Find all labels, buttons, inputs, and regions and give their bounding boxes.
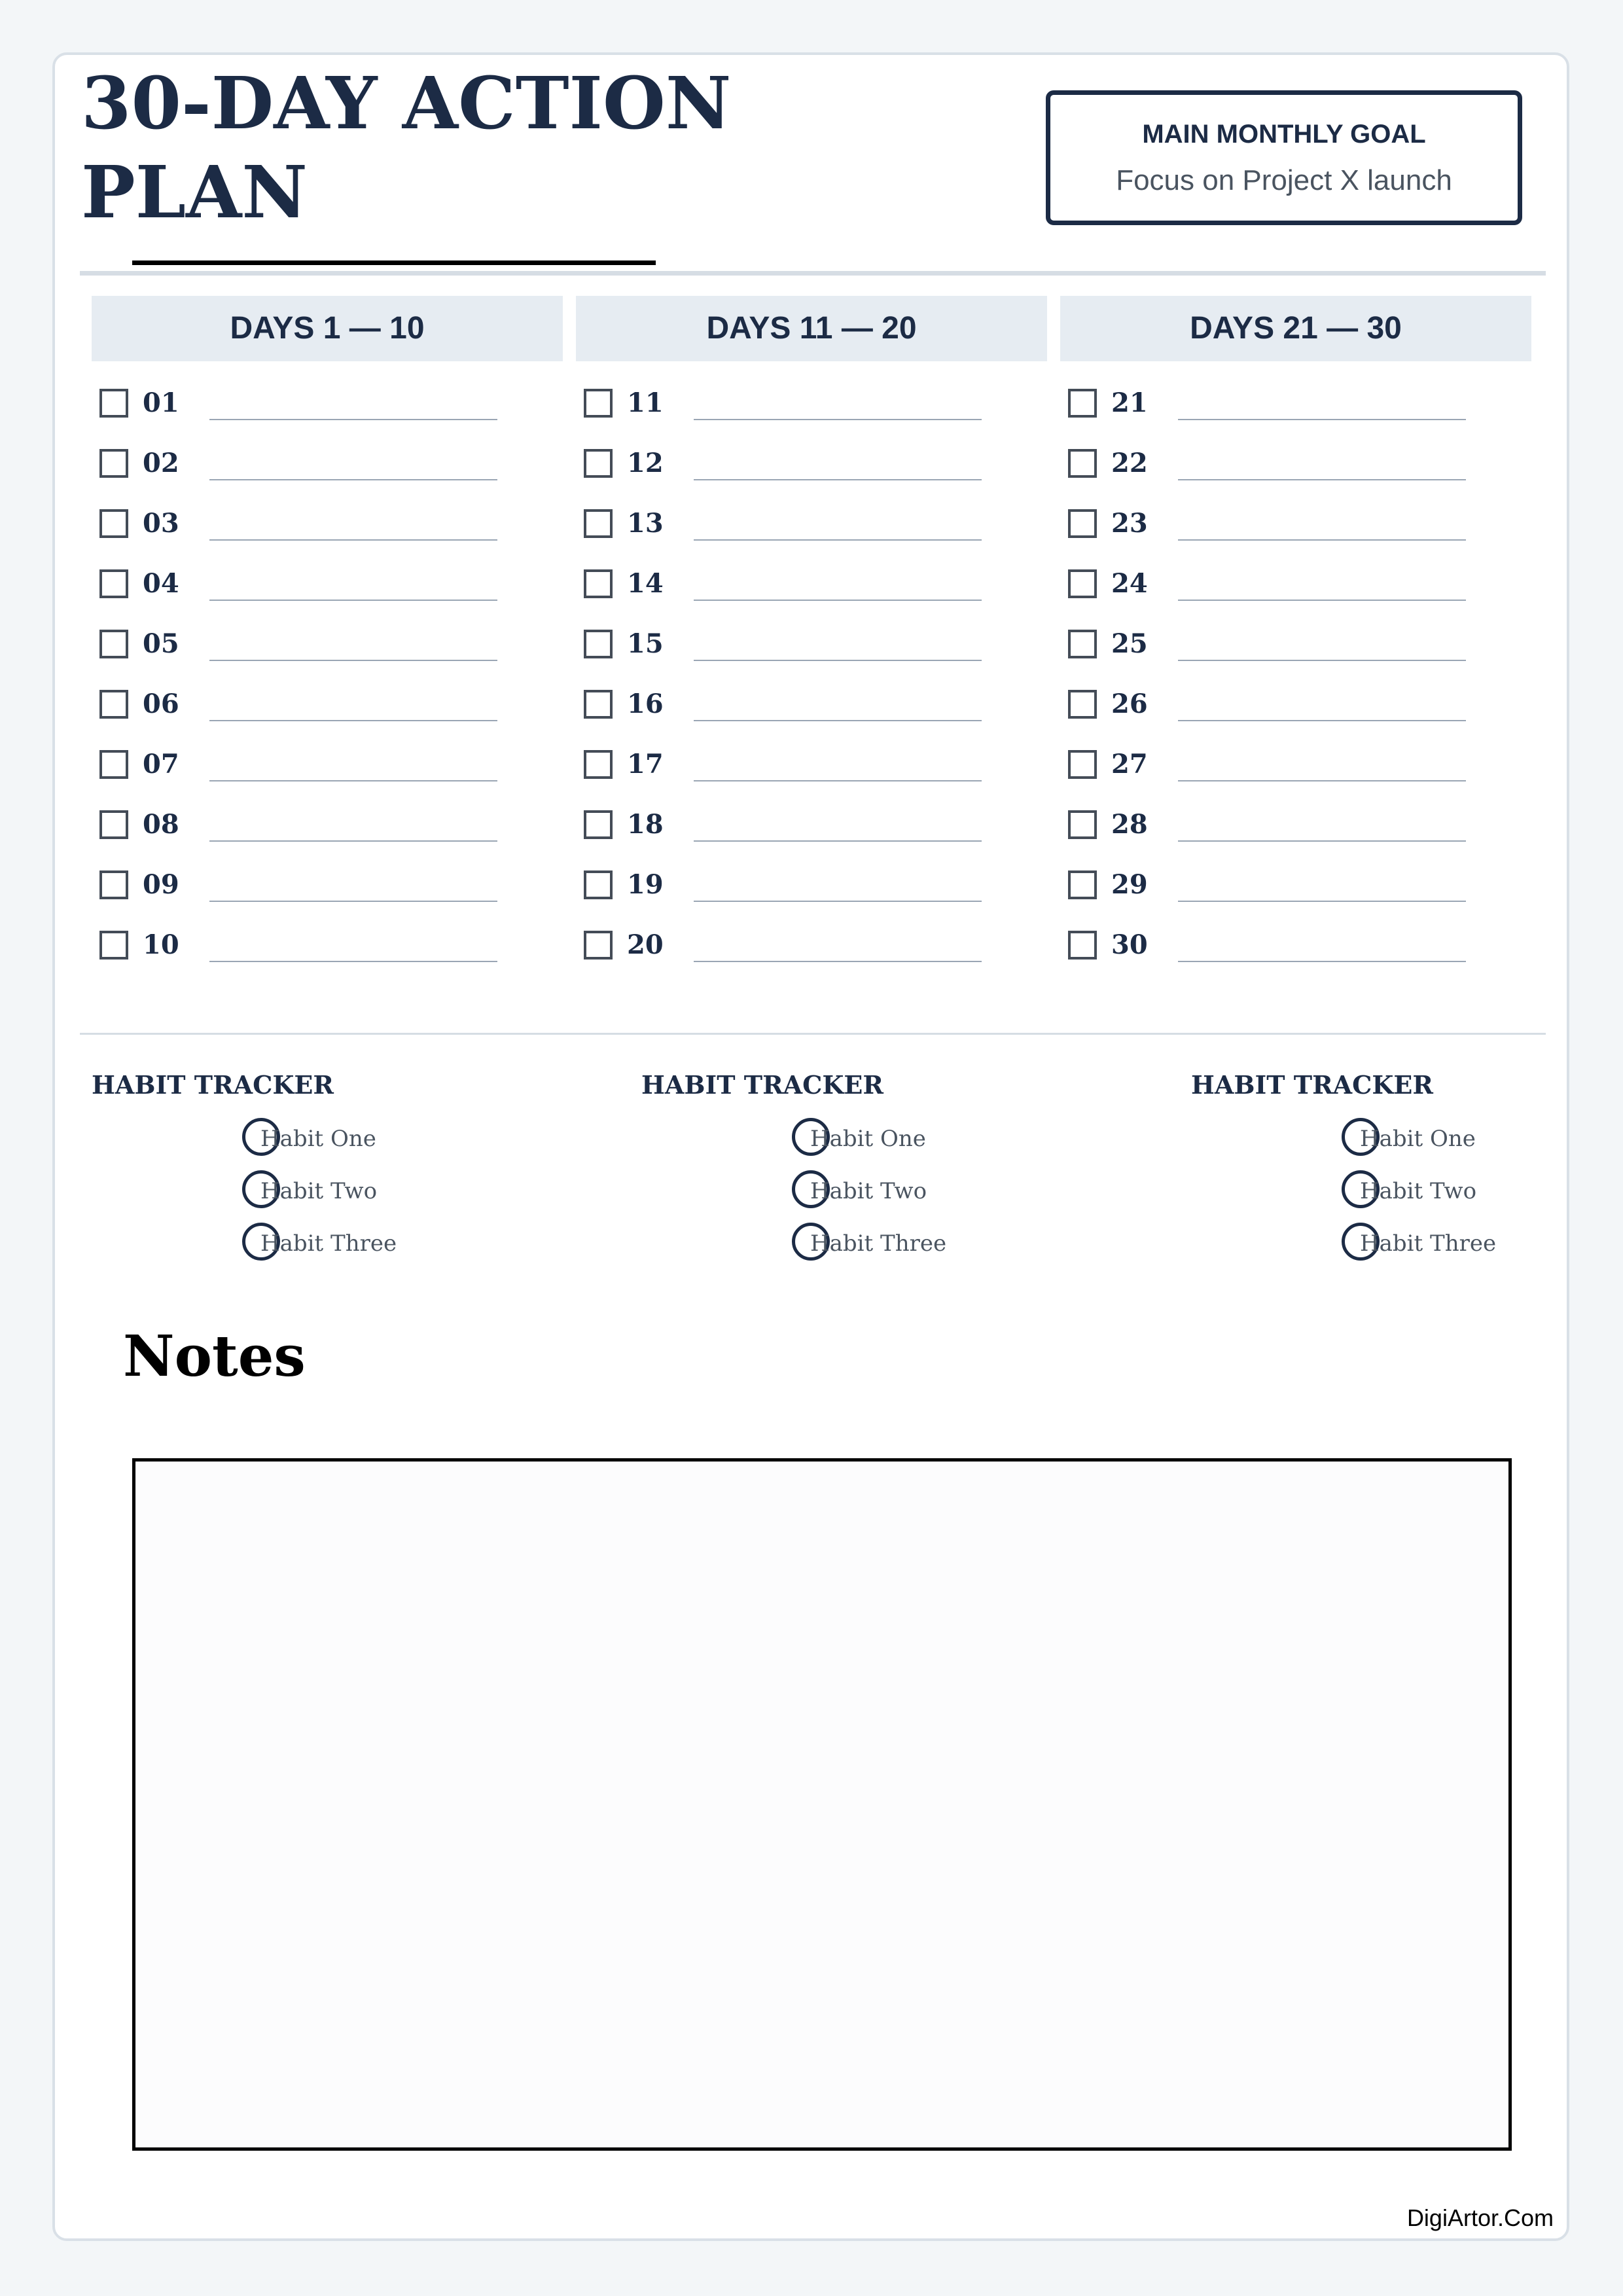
day-checkbox[interactable] xyxy=(584,870,613,899)
day-row xyxy=(1060,558,1531,618)
habit-tracker-title: HABIT TRACKER xyxy=(641,1070,883,1100)
habit-item xyxy=(641,1109,1008,1161)
habit-tracker xyxy=(92,1069,458,1266)
day-number: 27 xyxy=(1111,749,1148,780)
goal-label: MAIN MONTHLY GOAL xyxy=(1142,120,1426,149)
day-checkbox[interactable] xyxy=(584,449,613,478)
days-column-header: DAYS 11 — 20 xyxy=(576,296,1047,361)
day-row xyxy=(1060,678,1531,738)
day-row xyxy=(1060,919,1531,979)
day-checkbox[interactable] xyxy=(99,630,128,658)
habit-label: Habit Two xyxy=(1360,1178,1477,1204)
day-task-line[interactable] xyxy=(1178,600,1466,601)
day-task-line[interactable] xyxy=(694,840,982,842)
day-task-line[interactable] xyxy=(1178,840,1466,842)
day-number: 26 xyxy=(1111,689,1148,719)
day-checkbox[interactable] xyxy=(1068,509,1097,538)
habit-item xyxy=(1191,1109,1558,1161)
day-task-line[interactable] xyxy=(209,901,497,902)
days-column xyxy=(92,296,563,979)
habit-tracker xyxy=(1191,1069,1558,1266)
day-row xyxy=(92,919,563,979)
day-row xyxy=(576,437,1047,497)
day-task-line[interactable] xyxy=(209,780,497,781)
day-row xyxy=(92,497,563,558)
day-checkbox[interactable] xyxy=(584,931,613,960)
day-task-line[interactable] xyxy=(694,780,982,781)
notes-box[interactable] xyxy=(132,1458,1512,2151)
goal-value[interactable]: Focus on Project X launch xyxy=(1116,164,1452,196)
day-row xyxy=(1060,798,1531,859)
day-number: 11 xyxy=(627,387,664,418)
day-number: 17 xyxy=(627,749,664,780)
day-row xyxy=(576,798,1047,859)
day-number: 22 xyxy=(1111,448,1148,478)
day-number: 30 xyxy=(1111,929,1148,960)
habit-item xyxy=(641,1161,1008,1213)
day-row xyxy=(576,738,1047,798)
day-checkbox[interactable] xyxy=(584,690,613,719)
day-checkbox[interactable] xyxy=(99,690,128,719)
day-task-line[interactable] xyxy=(209,600,497,601)
day-task-line[interactable] xyxy=(209,961,497,962)
day-number: 23 xyxy=(1111,508,1148,539)
day-row xyxy=(1060,618,1531,678)
day-row xyxy=(1060,377,1531,437)
day-checkbox[interactable] xyxy=(584,810,613,839)
day-row xyxy=(576,678,1047,738)
day-checkbox[interactable] xyxy=(99,449,128,478)
day-task-line[interactable] xyxy=(1178,901,1466,902)
day-checkbox[interactable] xyxy=(1068,870,1097,899)
day-task-line[interactable] xyxy=(1178,720,1466,721)
day-number: 21 xyxy=(1111,387,1148,418)
day-checkbox[interactable] xyxy=(1068,449,1097,478)
day-task-line[interactable] xyxy=(209,840,497,842)
days-column-header: DAYS 21 — 30 xyxy=(1060,296,1531,361)
day-row xyxy=(92,798,563,859)
day-number: 15 xyxy=(627,628,664,659)
day-checkbox[interactable] xyxy=(99,870,128,899)
day-task-line[interactable] xyxy=(1178,780,1466,781)
day-checkbox[interactable] xyxy=(99,569,128,598)
habit-label: Habit Three xyxy=(810,1230,947,1257)
day-checkbox[interactable] xyxy=(1068,931,1097,960)
day-checkbox[interactable] xyxy=(1068,750,1097,779)
day-row xyxy=(1060,738,1531,798)
day-task-line[interactable] xyxy=(1178,961,1466,962)
day-checkbox[interactable] xyxy=(99,810,128,839)
day-row xyxy=(1060,859,1531,919)
day-checkbox[interactable] xyxy=(99,750,128,779)
day-row xyxy=(576,859,1047,919)
section-divider xyxy=(80,1033,1546,1035)
habit-item xyxy=(92,1213,458,1266)
day-row xyxy=(92,558,563,618)
footer-brand: DigiArtor.Com xyxy=(1406,2204,1554,2231)
day-checkbox[interactable] xyxy=(1068,630,1097,658)
day-task-line[interactable] xyxy=(209,660,497,661)
day-number: 16 xyxy=(627,689,664,719)
habit-item xyxy=(641,1213,1008,1266)
day-task-line[interactable] xyxy=(1178,660,1466,661)
day-row xyxy=(1060,497,1531,558)
habit-label: Habit One xyxy=(1360,1126,1476,1152)
day-task-line[interactable] xyxy=(694,660,982,661)
day-task-line[interactable] xyxy=(1178,479,1466,480)
day-task-line[interactable] xyxy=(694,479,982,480)
day-number: 06 xyxy=(143,689,179,719)
day-task-line[interactable] xyxy=(694,600,982,601)
day-row xyxy=(92,618,563,678)
habit-item xyxy=(1191,1161,1558,1213)
days-column-header: DAYS 1 — 10 xyxy=(92,296,563,361)
day-checkbox[interactable] xyxy=(1068,810,1097,839)
day-task-line[interactable] xyxy=(1178,539,1466,541)
day-row xyxy=(576,377,1047,437)
days-column xyxy=(1060,296,1531,979)
day-row xyxy=(92,859,563,919)
day-number: 20 xyxy=(627,929,664,960)
day-task-line[interactable] xyxy=(1178,419,1466,420)
page-title: 30-DAY ACTION PLAN xyxy=(81,61,732,234)
day-checkbox[interactable] xyxy=(99,931,128,960)
day-checkbox[interactable] xyxy=(99,509,128,538)
day-checkbox[interactable] xyxy=(1068,569,1097,598)
day-number: 03 xyxy=(143,508,179,539)
habit-label: Habit One xyxy=(810,1126,926,1152)
day-checkbox[interactable] xyxy=(584,509,613,538)
habit-tracker-title: HABIT TRACKER xyxy=(1191,1070,1433,1100)
day-row xyxy=(576,919,1047,979)
day-row xyxy=(92,738,563,798)
day-number: 10 xyxy=(143,929,179,960)
day-task-line[interactable] xyxy=(209,720,497,721)
title-underline xyxy=(132,260,656,265)
habit-label: Habit Two xyxy=(260,1178,378,1204)
day-row xyxy=(92,678,563,738)
day-number: 28 xyxy=(1111,809,1148,840)
day-number: 09 xyxy=(143,869,179,900)
day-checkbox[interactable] xyxy=(584,569,613,598)
day-checkbox[interactable] xyxy=(1068,389,1097,418)
header-divider xyxy=(80,271,1546,276)
day-number: 02 xyxy=(143,448,179,478)
day-number: 18 xyxy=(627,809,664,840)
day-number: 05 xyxy=(143,628,179,659)
day-task-line[interactable] xyxy=(209,419,497,420)
day-number: 07 xyxy=(143,749,179,780)
day-checkbox[interactable] xyxy=(584,750,613,779)
day-row xyxy=(92,377,563,437)
day-row xyxy=(576,618,1047,678)
days-column xyxy=(576,296,1047,979)
day-checkbox[interactable] xyxy=(584,630,613,658)
day-task-line[interactable] xyxy=(694,720,982,721)
day-number: 01 xyxy=(143,387,179,418)
day-task-line[interactable] xyxy=(209,539,497,541)
day-checkbox[interactable] xyxy=(99,389,128,418)
planner-sheet xyxy=(52,52,1569,2241)
habit-label: Habit Three xyxy=(260,1230,397,1257)
habit-label: Habit One xyxy=(260,1126,376,1152)
notes-title: Notes xyxy=(123,1323,306,1390)
habit-item xyxy=(92,1161,458,1213)
day-number: 04 xyxy=(143,568,179,599)
day-row xyxy=(92,437,563,497)
day-checkbox[interactable] xyxy=(1068,690,1097,719)
day-task-line[interactable] xyxy=(694,539,982,541)
day-task-line[interactable] xyxy=(694,901,982,902)
day-number: 08 xyxy=(143,809,179,840)
day-task-line[interactable] xyxy=(694,961,982,962)
habit-item xyxy=(1191,1213,1558,1266)
habit-label: Habit Three xyxy=(1360,1230,1497,1257)
day-number: 13 xyxy=(627,508,664,539)
monthly-goal-box xyxy=(1046,90,1522,225)
day-number: 14 xyxy=(627,568,664,599)
day-task-line[interactable] xyxy=(209,479,497,480)
day-number: 25 xyxy=(1111,628,1148,659)
habit-tracker-title: HABIT TRACKER xyxy=(92,1070,334,1100)
habit-label: Habit Two xyxy=(810,1178,927,1204)
day-number: 24 xyxy=(1111,568,1148,599)
day-task-line[interactable] xyxy=(694,419,982,420)
day-checkbox[interactable] xyxy=(584,389,613,418)
day-row xyxy=(1060,437,1531,497)
day-row xyxy=(576,558,1047,618)
habit-item xyxy=(92,1109,458,1161)
day-number: 29 xyxy=(1111,869,1148,900)
day-number: 12 xyxy=(627,448,664,478)
day-row xyxy=(576,497,1047,558)
day-number: 19 xyxy=(627,869,664,900)
habit-tracker xyxy=(641,1069,1008,1266)
